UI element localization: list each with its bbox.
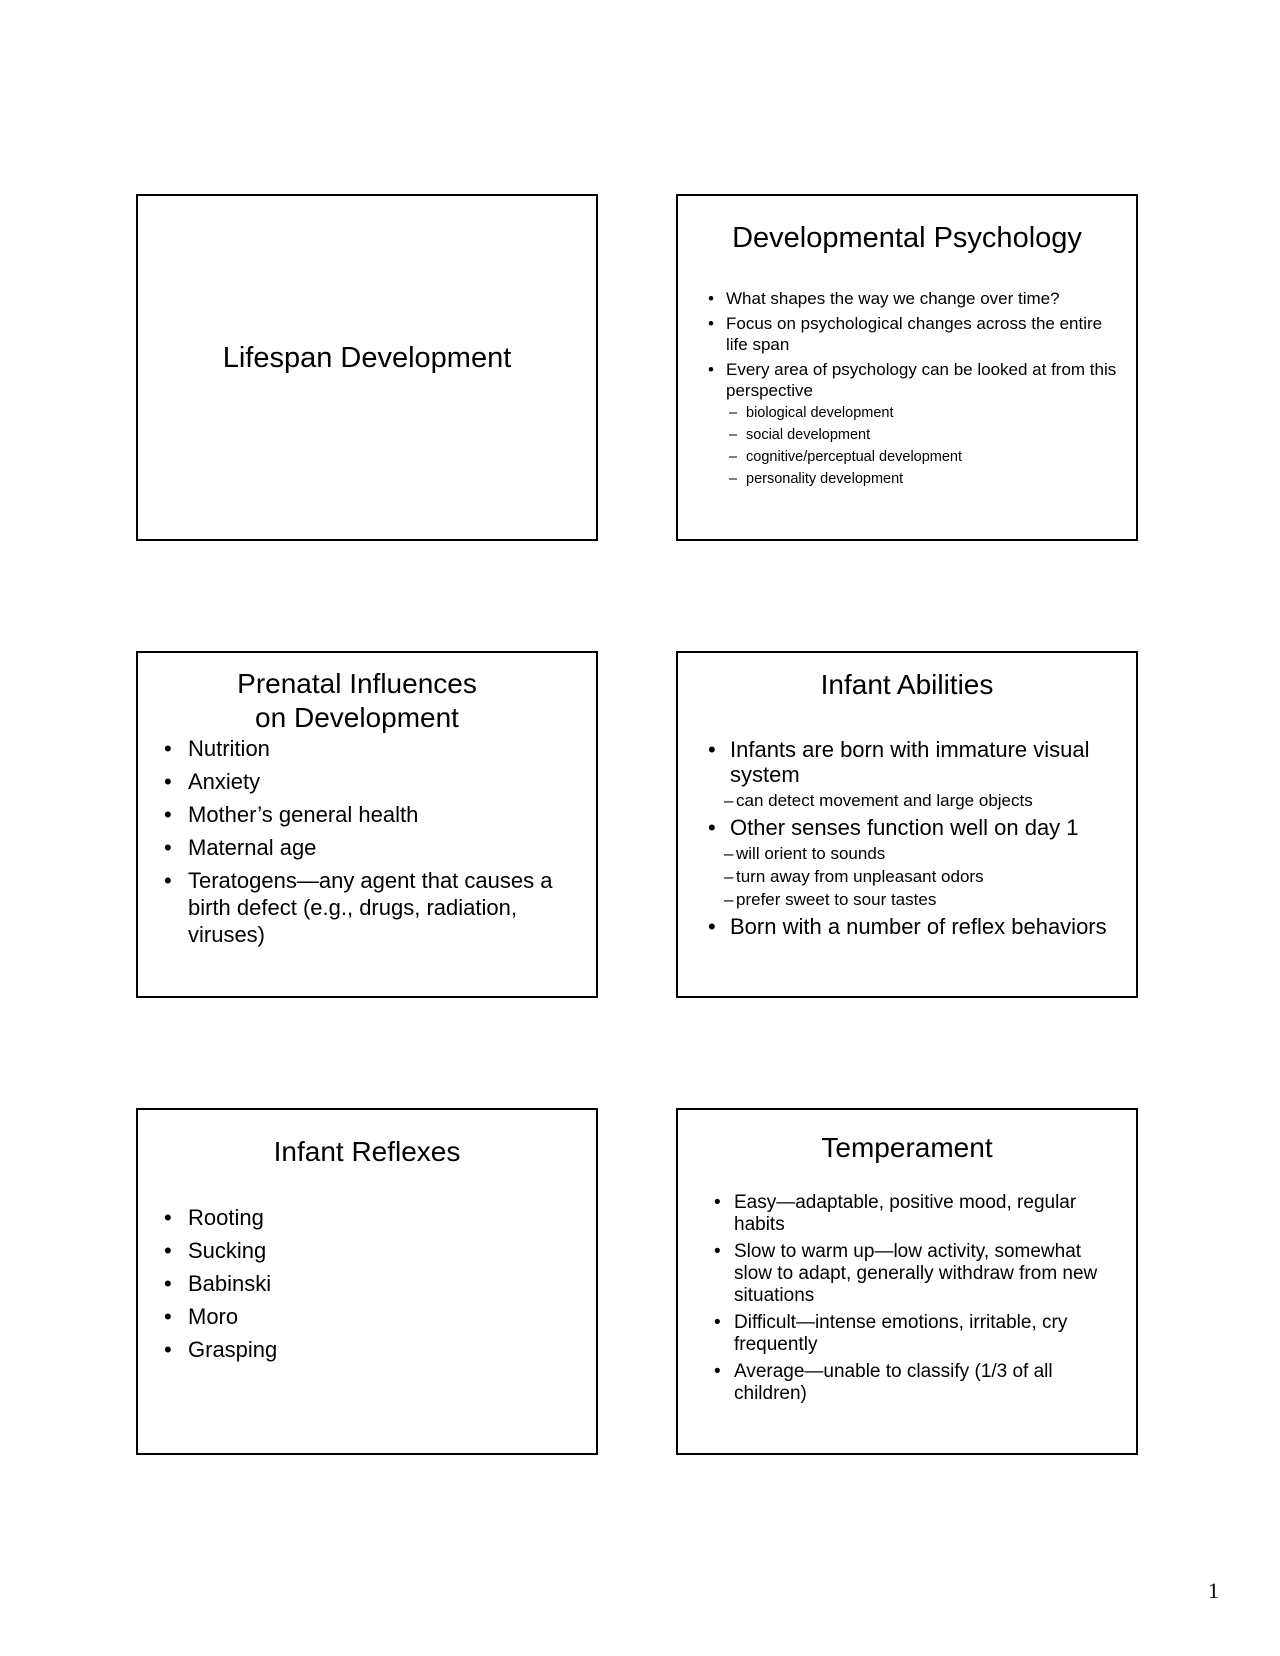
page-number: 1	[1208, 1578, 1219, 1603]
bullet-list	[708, 288, 1128, 494]
slide-title: Infant Abilities	[820, 669, 994, 700]
bullet-item: • Slow to warm up—low activity, somewhat slow to adapt, generally withdraw from new situations	[714, 1241, 1124, 1307]
slide-prenatal-influences	[136, 651, 598, 998]
bullet-item: • Moro	[164, 1303, 584, 1330]
bullet-list	[164, 1204, 584, 1369]
bullet-item: • Anxiety	[164, 768, 584, 795]
bullet-item	[708, 737, 1128, 812]
sub-bullet-item: – prefer sweet to sour tastes	[716, 888, 1128, 911]
bullet-list	[164, 735, 584, 954]
bullet-item: • Grasping	[164, 1336, 584, 1363]
bullet-text: Other senses function well on day 1	[730, 815, 1079, 840]
bullet-item: • Easy—adaptable, positive mood, regular habits	[714, 1192, 1124, 1236]
bullet-item: • Rooting	[164, 1204, 584, 1231]
bullet-list	[714, 1192, 1124, 1410]
slide-title: Temperament	[821, 1132, 993, 1163]
sub-bullet-item: – turn away from unpleasant odors	[716, 865, 1128, 888]
bullet-item: • Nutrition	[164, 735, 584, 762]
bullet-list	[708, 737, 1128, 942]
slide-lifespan-development	[136, 194, 598, 541]
bullet-item: • Focus on psychological changes across the entire life span	[708, 313, 1128, 355]
slide-title: Infant Reflexes	[273, 1136, 461, 1167]
sub-bullet-item: – will orient to sounds	[716, 842, 1128, 865]
slide-infant-abilities	[676, 651, 1138, 998]
slide-infant-reflexes	[136, 1108, 598, 1455]
bullet-text: Every area of psychology can be looked at from this perspective	[726, 360, 1117, 400]
bullet-item: • Sucking	[164, 1237, 584, 1264]
bullet-item: • Teratogens—any agent that causes a birth defect (e.g., drugs, radiation, viruses)	[164, 867, 584, 948]
bullet-item: • Maternal age	[164, 834, 584, 861]
sub-bullet-list	[730, 789, 1128, 812]
bullet-item: • Babinski	[164, 1270, 584, 1297]
bullet-item: • Born with a number of reflex behaviors	[708, 914, 1128, 939]
bullet-item	[708, 359, 1128, 490]
sub-bullet-item: – personality development	[708, 468, 1128, 490]
bullet-item: • Difficult—intense emotions, irritable, cry frequently	[714, 1312, 1124, 1356]
sub-bullet-item: – social development	[708, 424, 1128, 446]
slide-title: Prenatal Influences on Development	[237, 668, 477, 733]
slide-temperament	[676, 1108, 1138, 1455]
slide-title: Developmental Psychology	[732, 222, 1082, 254]
bullet-item	[708, 815, 1128, 911]
sub-bullet-list	[726, 402, 1128, 490]
sub-bullet-item: – cognitive/perceptual development	[708, 446, 1128, 468]
sub-bullet-item: – can detect movement and large objects	[716, 789, 1128, 812]
bullet-item: • What shapes the way we change over time?	[708, 288, 1128, 309]
slide-title: Lifespan Development	[222, 342, 512, 374]
bullet-text: Infants are born with immature visual system	[730, 737, 1090, 787]
slide-developmental-psychology	[676, 194, 1138, 541]
sub-bullet-list	[730, 842, 1128, 911]
sub-bullet-item: – biological development	[708, 402, 1128, 424]
bullet-item: • Mother’s general health	[164, 801, 584, 828]
bullet-item: • Average—unable to classify (1/3 of all children)	[714, 1361, 1124, 1405]
